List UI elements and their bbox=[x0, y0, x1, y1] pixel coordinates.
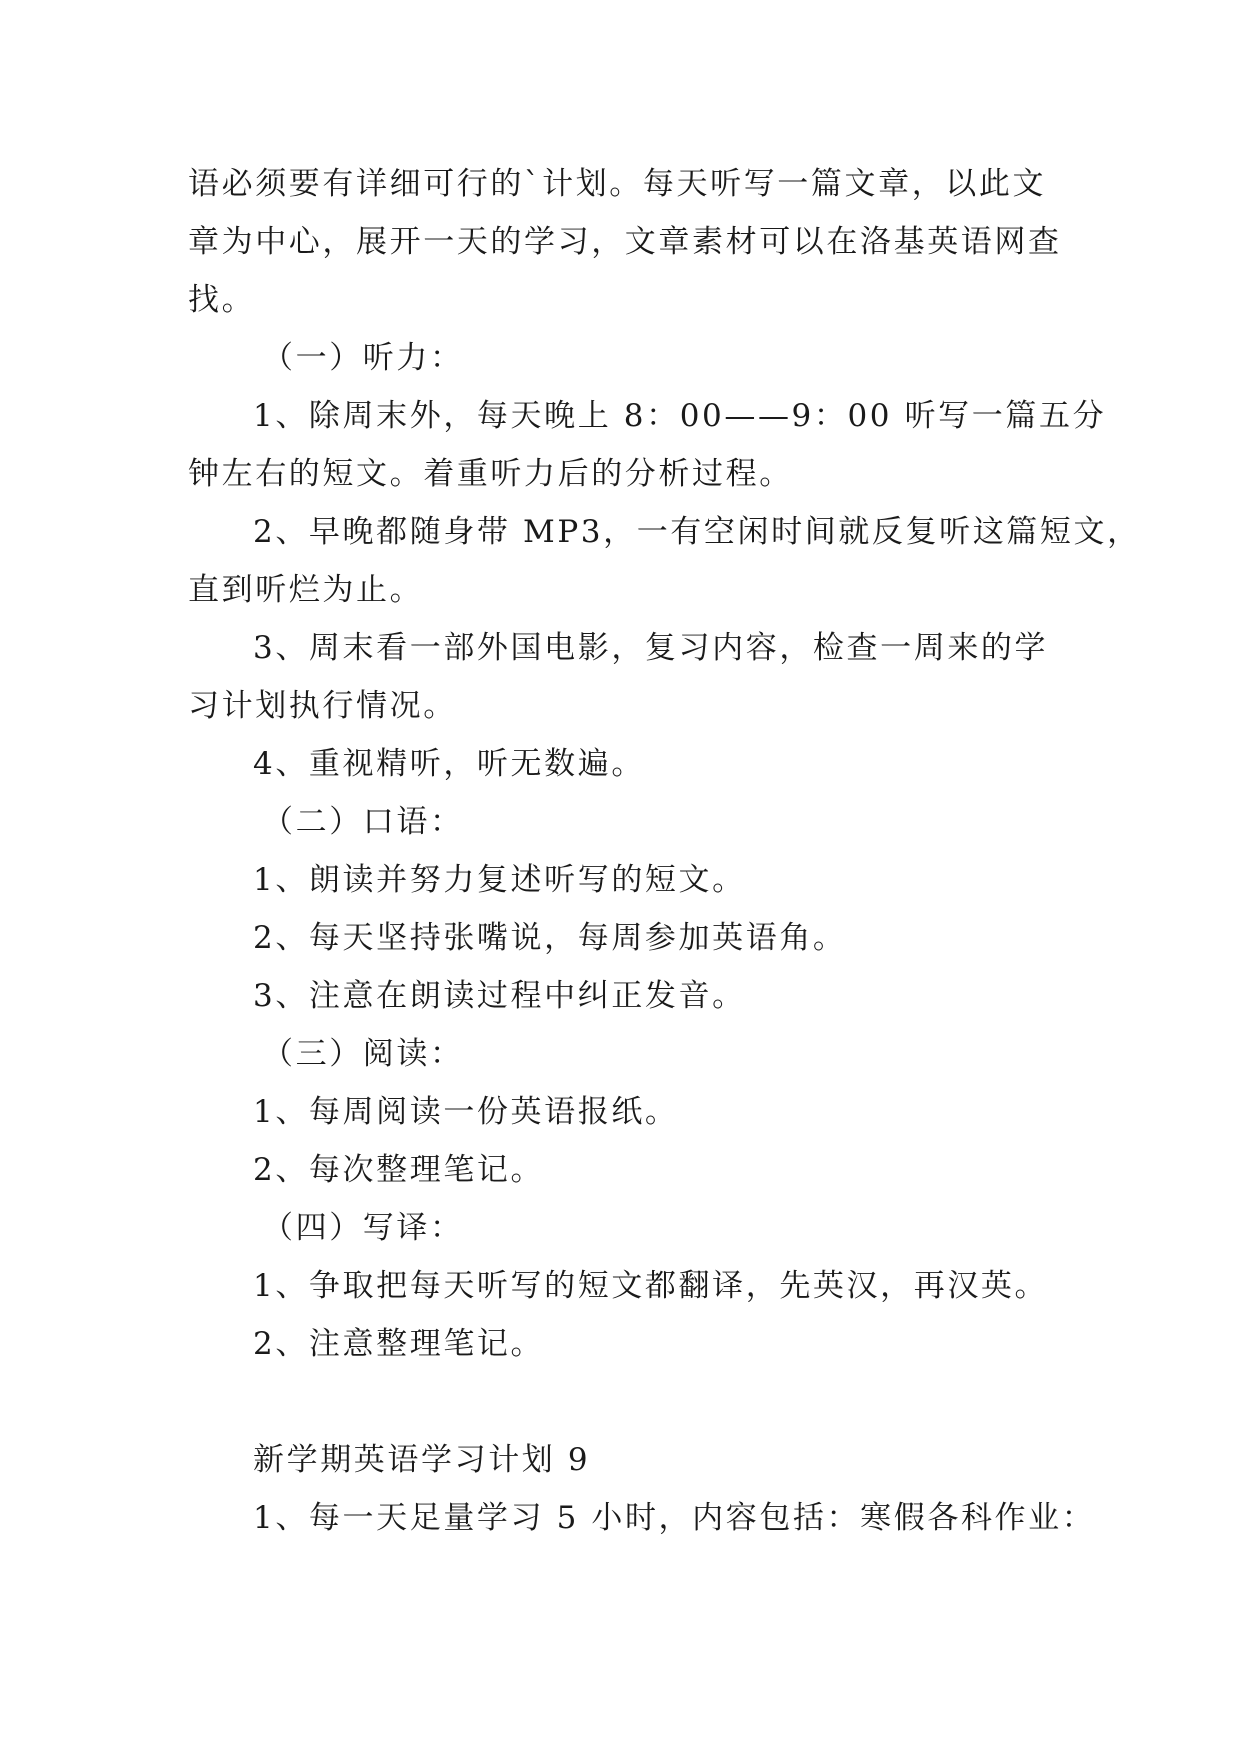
list-item: 1、朗读并努力复述听写的短文。 bbox=[253, 862, 746, 898]
paragraph-line: 直到听烂为止。 bbox=[188, 572, 424, 608]
section-heading-listening: （一）听力： bbox=[262, 340, 464, 376]
list-item: 1、争取把每天听写的短文都翻译，先英汉，再汉英。 bbox=[253, 1268, 1049, 1304]
list-item: 2、每次整理笔记。 bbox=[253, 1152, 545, 1188]
list-item: 1、每一天足量学习 5 小时，内容包括：寒假各科作业： bbox=[253, 1500, 1096, 1536]
paragraph-line: 语必须要有详细可行的`计划。每天听写一篇文章，以此文 bbox=[188, 166, 1047, 202]
list-item: 3、注意在朗读过程中纠正发音。 bbox=[253, 978, 746, 1014]
list-item: 2、注意整理笔记。 bbox=[253, 1326, 545, 1362]
paragraph-line: 习计划执行情况。 bbox=[188, 688, 457, 724]
list-item: 1、除周末外，每天晚上 8：00——9：00 听写一篇五分 bbox=[253, 398, 1107, 434]
list-item: 2、早晚都随身带 MP3，一有空闲时间就反复听这篇短文， bbox=[253, 514, 1141, 550]
section-heading-writing: （四）写译： bbox=[262, 1210, 464, 1246]
section-heading-speaking: （二）口语： bbox=[262, 804, 464, 840]
paragraph-line: 章为中心，展开一天的学习，文章素材可以在洛基英语网查 bbox=[188, 224, 1062, 260]
list-item: 1、每周阅读一份英语报纸。 bbox=[253, 1094, 679, 1130]
list-item: 3、周末看一部外国电影，复习内容，检查一周来的学 bbox=[253, 630, 1049, 666]
list-item: 4、重视精听，听无数遍。 bbox=[253, 746, 645, 782]
section-heading-reading: （三）阅读： bbox=[262, 1036, 464, 1072]
paragraph-line: 找。 bbox=[188, 282, 256, 318]
paragraph-line: 钟左右的短文。着重听力后的分析过程。 bbox=[188, 456, 793, 492]
list-item: 2、每天坚持张嘴说，每周参加英语角。 bbox=[253, 920, 847, 956]
document-title: 新学期英语学习计划 9 bbox=[253, 1442, 591, 1478]
